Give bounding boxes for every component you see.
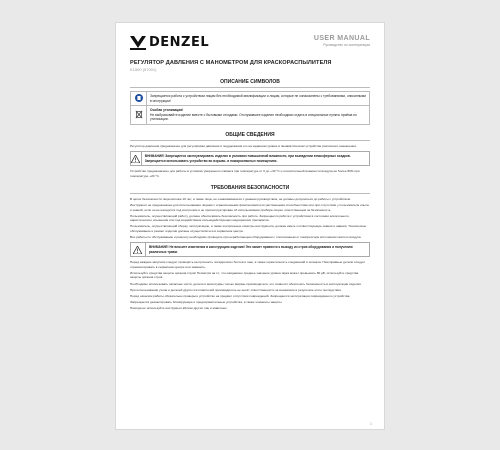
symbol-text: Не выбрасывайте изделие вместе с бытовыми отходами. Отслужившее изделие необходимо отдать в специальные пункты приёма по утилизации.	[150, 112, 357, 122]
paragraph: Пользователь, осуществляющий сборку, эксплуатацию, а также контрольные осмотры инструмента, должен иметь соответствующие знания и навыки. Техническое обслуживание и ремонт изделия должны осуществляться в сервисном центре.	[130, 224, 367, 233]
product-title: РЕГУЛЯТОР ДАВЛЕНИЯ С МАНОМЕТРОМ ДЛЯ КРАСКОРАСПЫЛИТЕЛЯ	[130, 60, 332, 66]
page-number: 1	[370, 422, 372, 426]
safety-section-title: ТРЕБОВАНИЯ БЕЗОПАСНОСТИ	[210, 185, 290, 192]
symbol-title: Особая утилизация!	[150, 108, 184, 113]
warning-icon	[133, 246, 142, 254]
product-model: K1500 (57001)	[130, 67, 157, 72]
warning-box	[130, 242, 370, 257]
divider	[130, 140, 370, 141]
general-section-title: ОБЩИЕ СВЕДЕНИЯ	[225, 131, 275, 138]
symbols-table	[130, 91, 370, 125]
symbol-row	[131, 106, 370, 124]
paragraph: В целях безопасности лица моложе 16 лет, а также лица, не ознакомившиеся с данным руководством, не должны допускаться до работы с устройством.	[130, 197, 351, 202]
manual-page	[115, 22, 385, 430]
paragraph: Необходимо использовать запасные части, детали и аксессуары только фирмы-производителя, это позволит обеспечить безопасность в эксплуатации изделия.	[130, 281, 362, 286]
paragraph: Пользователь, осуществляющий работу, должен обеспечивать безопасность при работе. Запрещается работа с устройством в состоянии алкогольного, наркотического опьянения или под воздействием сильнодействующих медицинских препаратов.	[130, 213, 350, 223]
manual-label	[314, 35, 370, 47]
symbol-text: Запрещается работа с устройством лицам без необходимой квалификации и лицам, которые не ознакомлены с требованиями, описанными в инструкции!	[147, 92, 370, 106]
warning-box	[130, 151, 370, 166]
paragraph: Перед началом работы обязательно проверьте устройство на предмет отсутствия повреждений. Запрещается эксплуатация повреждённого устройства.	[130, 293, 351, 298]
divider	[130, 193, 370, 194]
paragraph: Регулятор давления предназначен для регулировки давления и поддержания его на заданном уровне в пневматическом устройстве различного назначения.	[130, 143, 357, 148]
paragraph: Все работы по обслуживанию и ремонту необходимо проводить при неработающем оборудовании с отключённым от компрессора источником сжатого воздуха.	[130, 234, 362, 239]
divider	[130, 87, 370, 88]
paragraph: Используйте средства защиты органов слуха! Несмотря на то, что ожидаемое среднее значение уровня звука может превышать 80 дБ, используйте средства защиты органов слуха.	[130, 270, 359, 280]
page-header	[130, 35, 370, 50]
brand-name: DENZEL	[149, 35, 210, 50]
symbols-section-title: ОПИСАНИЕ СИМВОЛОВ	[220, 79, 280, 85]
symbol-row	[131, 92, 370, 106]
paragraph: Никогда не используйте инструмент вблизи других лиц и животных.	[130, 305, 228, 310]
user-manual-subtitle: Руководство по эксплуатации	[323, 43, 370, 47]
paragraph: Устройство предназначено для работы в условиях умеренного климата при температуре от 0 до +40 °С и относительной влажности воздуха не более 80% при температуре +20 °С.	[130, 169, 360, 178]
paragraph: Запрещается демонтировать блокирующие и предохранительные устройства, а также элементы защиты.	[130, 299, 283, 304]
brand-logo	[130, 35, 209, 50]
paragraph: При использовании узлов и деталей других изготовителей производитель не несёт ответственности за возникшие в результате этого последствия.	[130, 287, 342, 292]
warning-text: ВНИМАНИЕ! Запрещается эксплуатировать изделие в условиях повышенной влажности, при выпадении атмосферных осадков. Запрещается использовать устройство во взрыво- и пожароопасных помещениях.	[144, 154, 351, 163]
denzel-logo-icon	[130, 36, 146, 50]
paragraph: Перед каждым запуском следует проверить на прочность посадки всех болтов и гаек, а также герметичность соединений и шлангов. Неисправные детали следует отремонтировать в сервисном центре или заменить.	[130, 260, 366, 269]
user-manual-title: USER MANUAL	[313, 35, 370, 42]
warning-icon	[131, 155, 140, 163]
recycle-bin-icon	[135, 110, 143, 119]
warning-text: ВНИМАНИЕ! Не вносите изменения в конструкцию изделия! Это может привести к выходу из строя оборудования и получению различных травм.	[148, 245, 353, 254]
manual-read-icon	[135, 94, 143, 102]
paragraph: Инструмент не предназначен для использования лицами с ограниченными физическими или умственными способностями или при отсутствии у пользователя опыта и знаний, если он не находится под контролем и не проинструктирован об использовании прибора лицом, ответственным за безопасность.	[130, 203, 369, 212]
